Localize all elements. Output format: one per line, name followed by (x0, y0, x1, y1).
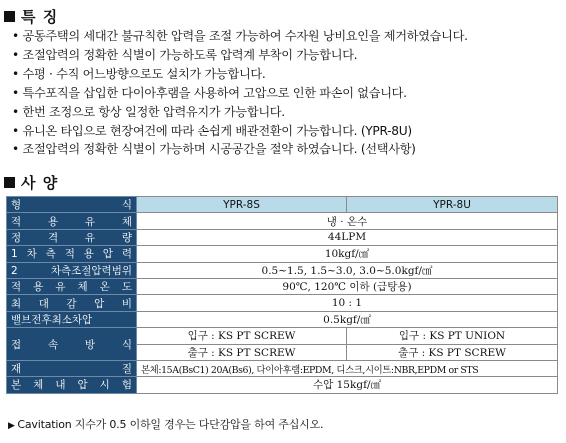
table-row (7, 213, 558, 229)
row-label: 밸브전후최소차압 (7, 311, 137, 327)
row-label: 1 차 측 적 용 압 력 (7, 246, 137, 262)
table-row (7, 246, 558, 262)
table-row (7, 197, 558, 213)
features-title-text: 특 징 (21, 8, 59, 26)
table-row (7, 229, 558, 245)
row-label: 2 차측조절압력범위 (7, 262, 137, 278)
row-label: 형 식 (7, 197, 137, 213)
row-label: 접 속 방 식 (7, 328, 137, 361)
spec-title-text: 사 양 (21, 174, 59, 192)
table-row (7, 377, 558, 393)
row-value: 44LPM (137, 229, 558, 245)
footnote: ▶ Cavitation 지수가 0.5 이하일 경우는 다단감압을 하여 주십시오. (8, 416, 323, 432)
feature-item: • 조절압력의 정확한 식별이 가능하도록 압력계 부착이 가능합니다. (12, 46, 562, 65)
row-label: 최 대 감 압 비 (7, 295, 137, 311)
table-row (7, 262, 558, 278)
row-value: 10kgf/㎠ (137, 246, 558, 262)
row-value: 수압 15kgf/㎠ (137, 377, 558, 393)
spec-title (4, 172, 58, 193)
row-value: 0.5kgf/㎠ (137, 311, 558, 327)
row-value: 10 : 1 (137, 295, 558, 311)
feature-item: • 조절압력의 정확한 식별이 가능하며 시공공간을 절약 하였습니다. (선택사항) (12, 140, 562, 159)
square-bullet-icon (4, 11, 15, 22)
table-row (7, 278, 558, 294)
row-label: 적 용 유 체 (7, 213, 137, 229)
row-value: 본체:15A(BsC1) 20A(Bs6), 다이아후램:EPDM, 디스크,시이트:NBR,EPDM or STS (137, 360, 558, 376)
row-value: 냉 · 온수 (137, 213, 558, 229)
square-bullet-icon (4, 177, 15, 188)
feature-item: • 한번 조정으로 항상 일정한 압력유지가 가능합니다. (12, 103, 562, 122)
feature-item: • 수평 · 수직 어느방향으로도 설치가 가능합니다. (12, 65, 562, 84)
connection-outlet-8u: 출구 : KS PT SCREW (347, 344, 558, 360)
table-row (7, 328, 558, 344)
feature-list (12, 27, 562, 159)
model-ypr-8u: YPR-8U (347, 197, 558, 213)
row-label: 재 질 (7, 360, 137, 376)
connection-inlet-8s: 입구 : KS PT SCREW (137, 328, 347, 344)
feature-item: • 특수포직을 삽입한 다이아후램을 사용하여 고압으로 인한 파손이 없습니다. (12, 84, 562, 103)
feature-item: • 공동주택의 세대간 불규칙한 압력을 조절 가능하여 수자원 낭비요인을 제거하였습니다. (12, 27, 562, 46)
table-row (7, 295, 558, 311)
model-ypr-8s: YPR-8S (137, 197, 347, 213)
row-value: 0.5∼1.5, 1.5∼3.0, 3.0∼5.0kgf/㎠ (137, 262, 558, 278)
row-label: 본 체 내 압 시 험 (7, 377, 137, 393)
features-title (4, 6, 58, 27)
table-row (7, 360, 558, 376)
spec-table (6, 196, 558, 394)
row-label: 정 격 유 량 (7, 229, 137, 245)
table-row (7, 311, 558, 327)
row-value: 90℃, 120℃ 이하 (급탕용) (137, 278, 558, 294)
connection-inlet-8u: 입구 : KS PT UNION (347, 328, 558, 344)
row-label: 적 용 유 체 온 도 (7, 278, 137, 294)
feature-item: • 유니온 타입으로 현장여건에 따라 손쉽게 배관전환이 가능합니다. (YPR-8U) (12, 122, 562, 141)
connection-outlet-8s: 출구 : KS PT SCREW (137, 344, 347, 360)
